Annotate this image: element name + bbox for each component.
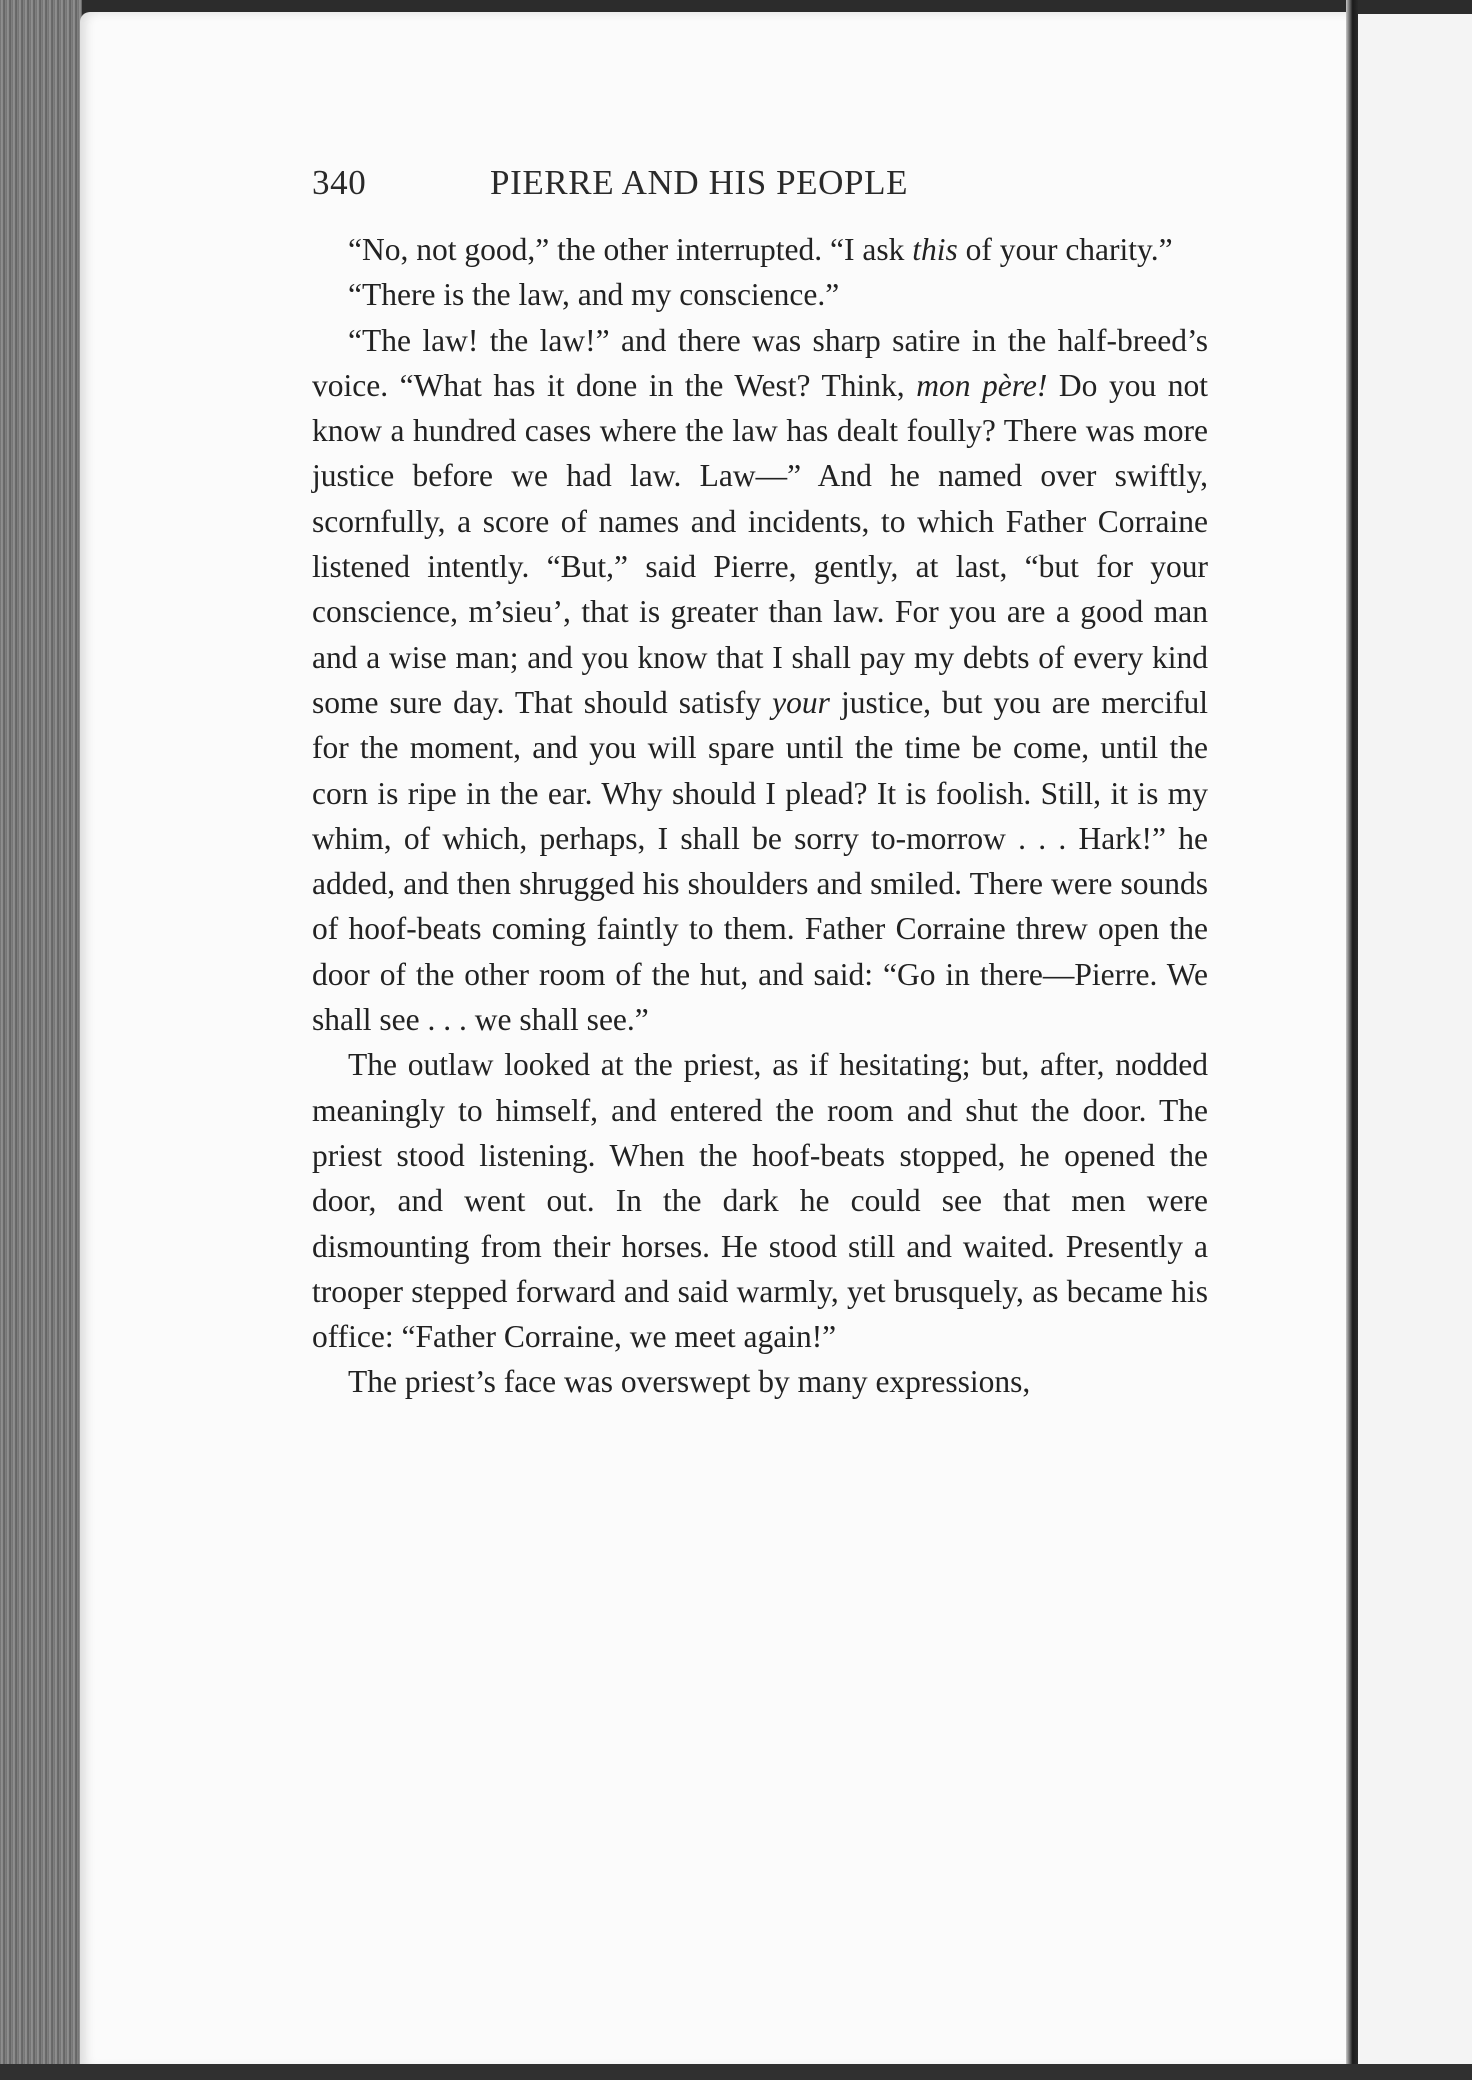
paragraph	[312, 1359, 1208, 1404]
book-gutter	[1346, 0, 1358, 2080]
book-page-edges	[0, 0, 82, 2080]
italic-text: mon père!	[916, 367, 1048, 403]
text-run: Do you not know a hundred cases where the law has dealt foully? There was more justice before we had law. Law—” And he named over swiftly, scornfully, a score of names and incidents, to which Father Corraine listened intently. “But,” said Pierre, gently, at last, “but for your conscience, m’sieu’, that is greater than law. For you are a good man and a wise man; and you know that I shall pay my debts of every kind some sure day. That should satisfy	[312, 367, 1209, 720]
text-run: justice, but you are merciful for the moment, and you will spare until the time be come, until the corn is ripe in the ear. Why should I plead? It is foolish. Still, it is my whim, of which, perhaps, I shall be sorry to-morrow . . . Hark!” he added, and then shrugged his shoulders and smiled. There were sounds of hoof-beats coming faintly to them. Father Corraine threw open the door of the other room of the hut, and said: “Go in there—Pierre. We shall see . . . we shall see.”	[312, 684, 1208, 1038]
italic-text: your	[772, 684, 830, 720]
paragraph	[312, 1042, 1208, 1359]
text-run: of your charity.”	[957, 232, 1173, 267]
text-run: The outlaw looked at the priest, as if hesitating; but, after, nodded meaningly to himself, and entered the room and shut the door. The priest stood listening. When the hoof-beats stopped, he opened the door, and went out. In the dark he could see that men were dismounting from their horses. He stood still and waited. Presently a trooper stepped forward and said warmly, yet brusquely, as became his office: “Father Corraine, we meet again!”	[312, 1047, 1208, 1355]
text-run: “There is the law, and my conscience.”	[348, 277, 840, 313]
paragraph	[312, 318, 1208, 1043]
page-number: 340	[312, 163, 367, 202]
facing-page	[1358, 14, 1472, 2066]
page-header	[312, 158, 1212, 208]
body-text	[312, 227, 1208, 1405]
running-title: PIERRE AND HIS PEOPLE	[490, 163, 909, 202]
text-run: “No, not good,” the other interrupted. “I ask	[348, 232, 913, 267]
paragraph	[312, 272, 1208, 317]
text-run: The priest’s face was overswept by many expressions,	[348, 1364, 1031, 1400]
italic-text: this	[912, 232, 958, 267]
scan-bottom-edge	[0, 2064, 1472, 2080]
text-run: “The law! the law!” and there was sharp satire in the half-breed’s voice. “What has it done in the West? Think,	[312, 322, 1208, 403]
paragraph	[312, 227, 1208, 272]
